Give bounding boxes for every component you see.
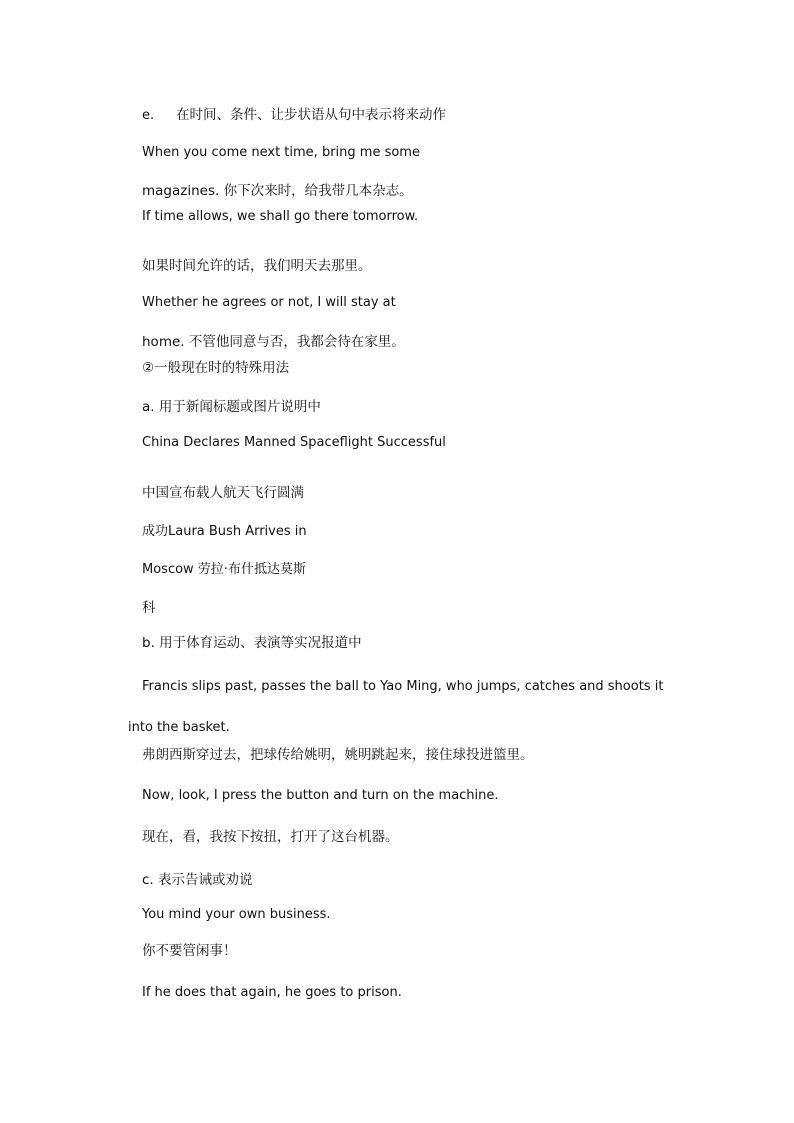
translation-line: 弗朗西斯穿过去，把球传给姚明，姚明跳起来，接住球投进篮里。 bbox=[142, 747, 534, 763]
item-heading: b. 用于体育运动、表演等实况报道中 bbox=[142, 635, 362, 651]
example-line: China Declares Manned Spaceflight Successful bbox=[142, 435, 446, 450]
item-marker: e. bbox=[142, 108, 155, 123]
example-line: Moscow 劳拉·布什抵达莫斯 bbox=[142, 562, 306, 577]
section-e-heading bbox=[142, 106, 446, 125]
translation-line: 中国宣布载人航天飞行圆满 bbox=[142, 485, 304, 501]
example-line: magazines. 你下次来时，给我带几本杂志。 bbox=[142, 183, 413, 199]
translation-line: 现在，看，我按下按扭，打开了这台机器。 bbox=[142, 829, 399, 845]
example-line: When you come next time, bring me some bbox=[142, 145, 420, 160]
example-line: You mind your own business. bbox=[142, 907, 331, 922]
example-line: If he does that again, he goes to prison. bbox=[142, 985, 402, 1000]
example-line: Francis slips past, passes the ball to Yao Ming, who jumps, catches and shoots it bbox=[142, 679, 664, 694]
example-line: Whether he agrees or not, I will stay at bbox=[142, 295, 396, 310]
item-heading: c. 表示告诫或劝说 bbox=[142, 872, 253, 888]
heading-text: 在时间、条件、让步状语从句中表示将来动作 bbox=[176, 107, 446, 123]
example-line: Now, look, I press the button and turn on the machine. bbox=[142, 788, 499, 803]
translation-line: 科 bbox=[142, 600, 156, 616]
item-heading: a. 用于新闻标题或图片说明中 bbox=[142, 399, 321, 415]
subsection-heading: ②一般现在时的特殊用法 bbox=[142, 360, 290, 376]
translation-line: 你不要管闲事！ bbox=[142, 943, 237, 959]
translation-line: 如果时间允许的话，我们明天去那里。 bbox=[142, 258, 372, 274]
example-line: If time allows, we shall go there tomorrow. bbox=[142, 209, 419, 224]
example-line: into the basket. bbox=[128, 720, 230, 735]
example-line: 成功Laura Bush Arrives in bbox=[142, 524, 307, 539]
example-line: home. 不管他同意与否，我都会待在家里。 bbox=[142, 334, 405, 350]
